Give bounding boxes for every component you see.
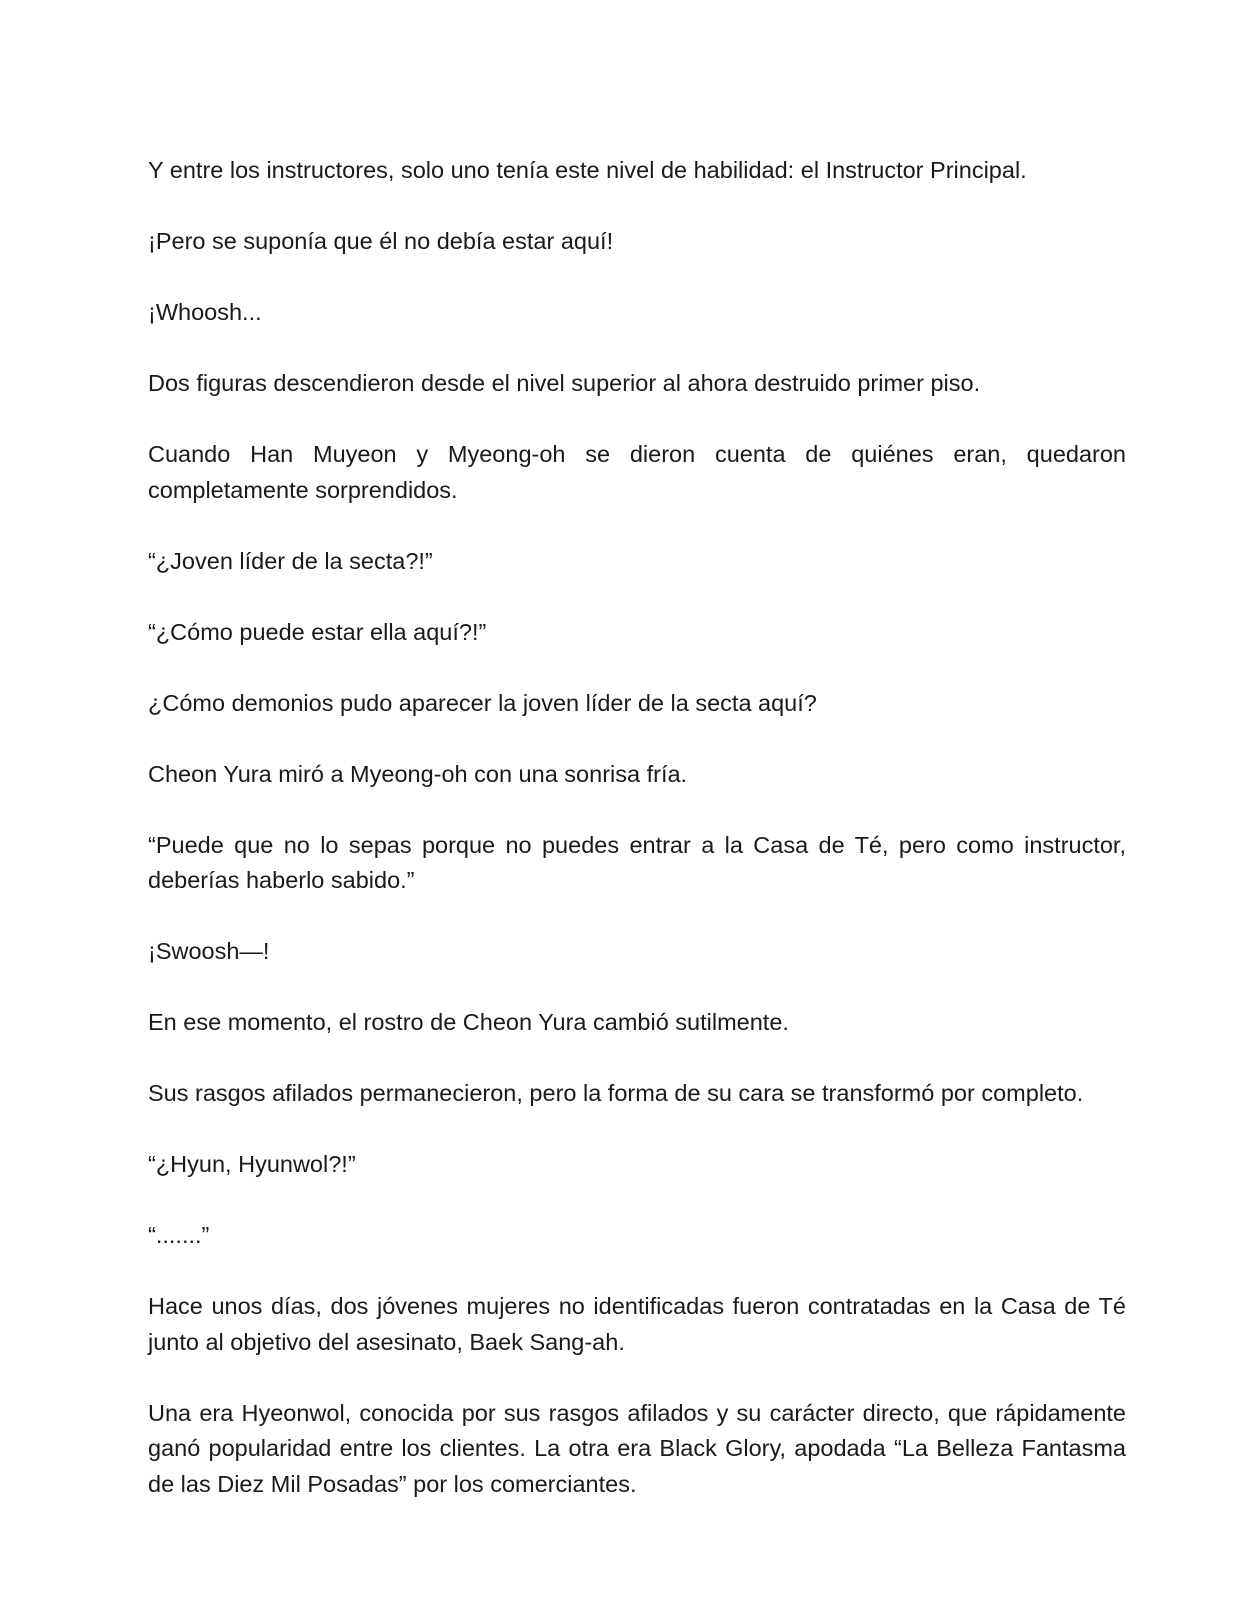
paragraph: “Puede que no lo sepas porque no puedes entrar a la Casa de Té, pero como instructor, deberías haberlo sabido.” <box>148 831 1126 893</box>
paragraph: Cuando Han Muyeon y Myeong-oh se dieron cuenta de quiénes eran, quedaron completamente sorprendidos. <box>148 441 1126 503</box>
paragraph: Dos figuras descendieron desde el nivel superior al ahora destruido primer piso. <box>148 370 981 396</box>
paragraph: Sus rasgos afilados permanecieron, pero la forma de su cara se transformó por completo. <box>148 1080 1084 1106</box>
paragraph: ¡Swoosh—! <box>148 938 270 964</box>
paragraph: “.......” <box>148 1222 210 1248</box>
paragraph: Hace unos días, dos jóvenes mujeres no identificadas fueron contratadas en la Casa de Té junto al objetivo del asesinato, Baek Sang-ah. <box>148 1293 1126 1355</box>
paragraph: Y entre los instructores, solo uno tenía este nivel de habilidad: el Instructor Principal. <box>148 157 1027 183</box>
paragraph: ¡Pero se suponía que él no debía estar aquí! <box>148 228 614 254</box>
paragraph: ¿Cómo demonios pudo aparecer la joven líder de la secta aquí? <box>148 689 817 716</box>
paragraph: “¿Hyun, Hyunwol?!” <box>148 1151 356 1177</box>
paragraph: Una era Hyeonwol, conocida por sus rasgos afilados y su carácter directo, que rápidamente ganó popularidad entre los clientes. La otra era Black Glory, apodada “La Belleza Fantasma de las Diez Mil Posadas” por los comerciantes. <box>148 1399 1126 1497</box>
paragraph: “¿Joven líder de la secta?!” <box>148 547 433 574</box>
document-body <box>148 153 1126 1502</box>
paragraph: En ese momento, el rostro de Cheon Yura cambió sutilmente. <box>148 1009 789 1035</box>
paragraph: ¡Whoosh... <box>148 299 262 325</box>
paragraph: Cheon Yura miró a Myeong-oh con una sonrisa fría. <box>148 760 688 787</box>
paragraph: “¿Cómo puede estar ella aquí?!” <box>148 618 487 645</box>
